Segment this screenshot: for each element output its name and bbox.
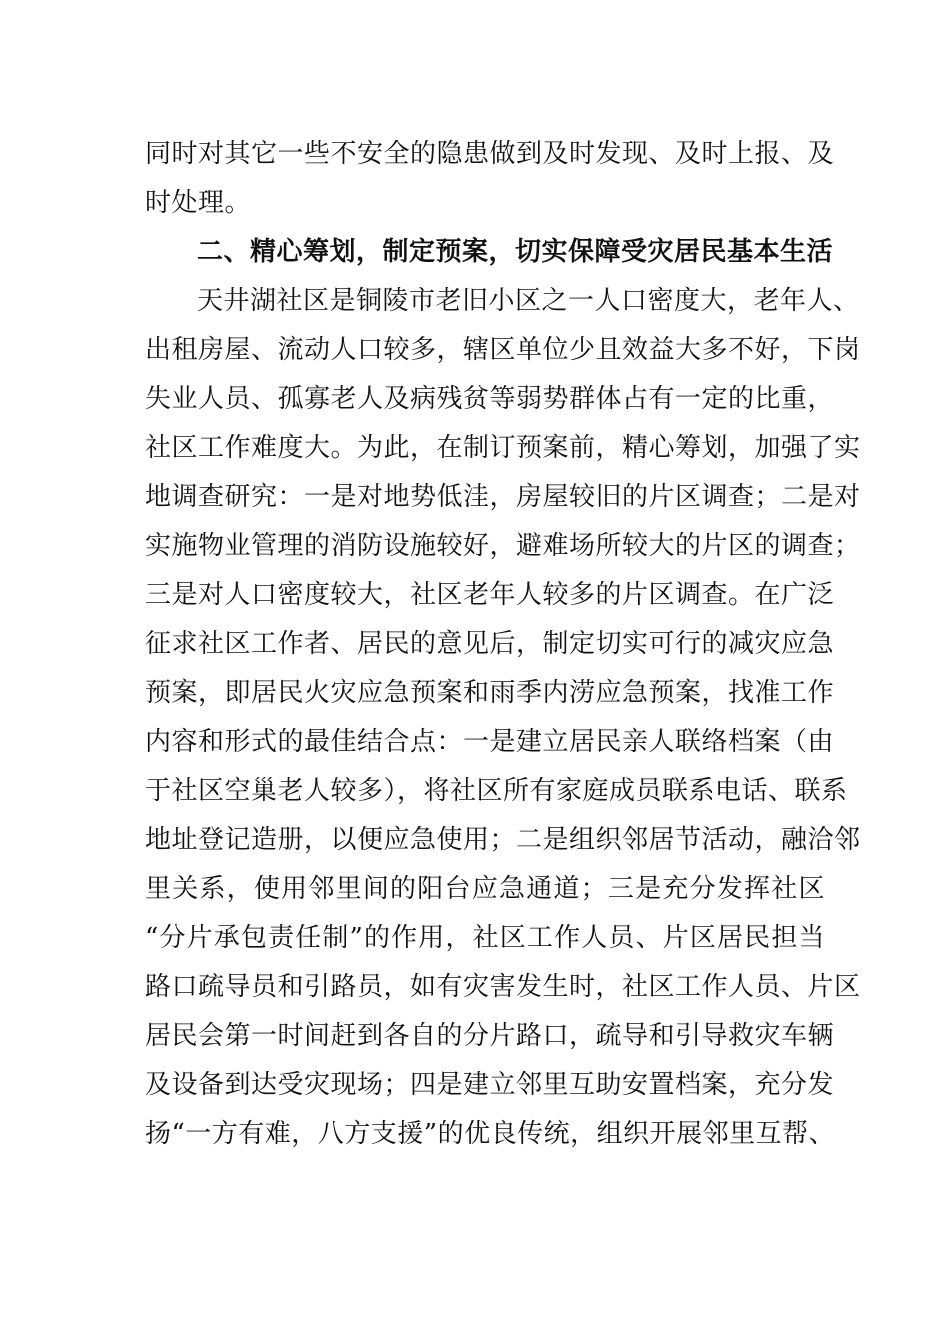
- text-line: 地址登记造册，以便应急使用；二是组织邻居节活动，融洽邻: [145, 825, 861, 855]
- text-line: 预案，即居民火灾应急预案和雨季内涝应急预案，找准工作: [145, 678, 835, 708]
- text-line: 居民会第一时间赶到各自的分片路口，疏导和引导救灾车辆: [145, 1021, 835, 1051]
- text-line: 及设备到达受灾现场；四是建立邻里互助安置档案，充分发: [145, 1070, 835, 1100]
- text-line: 于社区空巢老人较多），将社区所有家庭成员联系电话、联系: [145, 776, 848, 806]
- text-line: 征求社区工作者、居民的意见后，制定切实可行的减灾应急: [145, 629, 835, 659]
- text-line: 路口疏导员和引路员，如有灾害发生时，社区工作人员、片区: [145, 972, 861, 1002]
- text-line: 失业人员、孤寡老人及病残贫等弱势群体占有一定的比重，: [145, 384, 835, 414]
- text-line: 地调查研究：一是对地势低洼，房屋较旧的片区调查；二是对: [145, 482, 861, 512]
- text-line: 实施物业管理的消防设施较好，避难场所较大的片区的调查；: [145, 531, 861, 561]
- text-line: 同时对其它一些不安全的隐患做到及时发现、及时上报、及: [145, 139, 835, 169]
- paragraph-2: [145, 277, 861, 1159]
- text-line: 时处理。: [145, 188, 252, 218]
- text-line: 天井湖社区是铜陵市老旧小区之一人口密度大，老年人、: [197, 286, 860, 316]
- document-body: [145, 130, 861, 1159]
- text-line: 三是对人口密度较大，社区老年人较多的片区调查。在广泛: [145, 580, 835, 610]
- text-line: 扬“一方有难，八方支援”的优良传统，组织开展邻里互帮、: [145, 1119, 836, 1149]
- text-line: 里关系，使用邻里间的阳台应急通道；三是充分发挥社区: [145, 874, 825, 904]
- text-line: 社区工作难度大。为此，在制订预案前，精心筹划，加强了实: [145, 433, 861, 463]
- text-line: 出租房屋、流动人口较多，辖区单位少且效益大多不好，下岗: [145, 335, 861, 365]
- text-line: “分片承包责任制”的作用，社区工作人员、片区居民担当: [145, 923, 825, 953]
- section-heading: 二、精心筹划，制定预案，切实保障受灾居民基本生活: [197, 237, 834, 267]
- text-line: 内容和形式的最佳结合点：一是建立居民亲人联络档案（由: [145, 727, 835, 757]
- paragraph-1: [145, 130, 835, 228]
